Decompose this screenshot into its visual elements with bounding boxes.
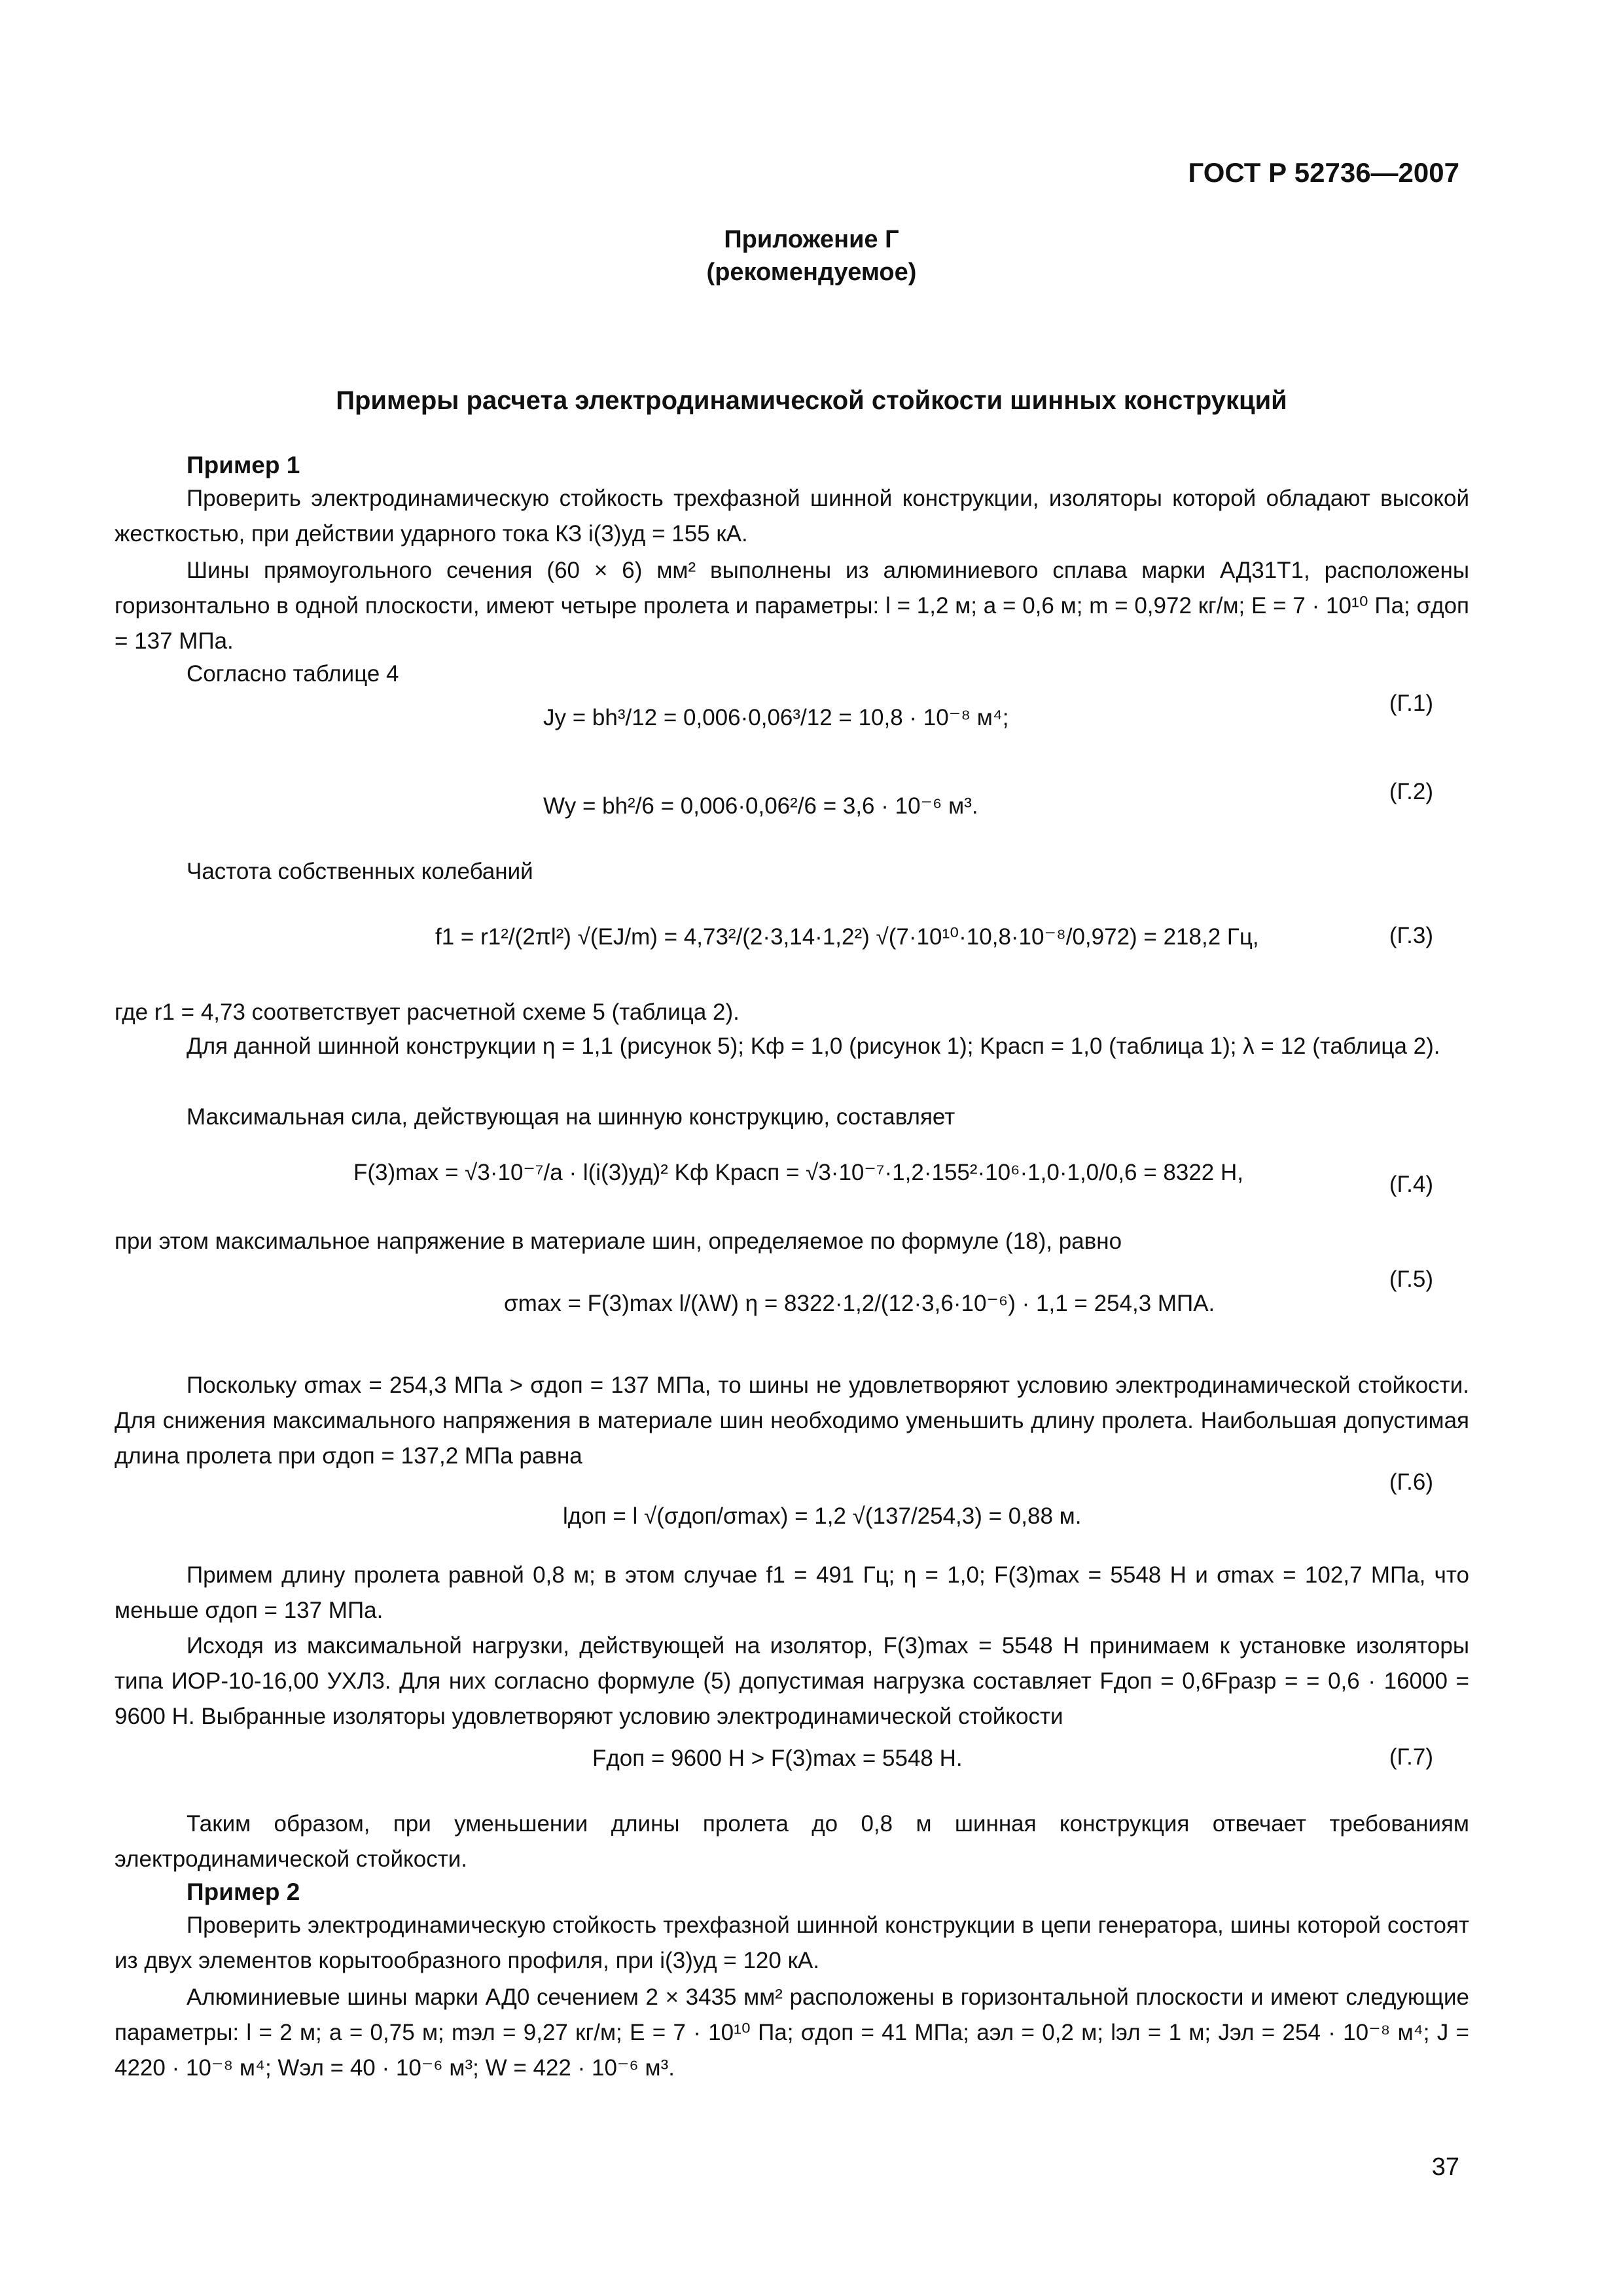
formula-g1-number: (Г.1) — [1389, 691, 1433, 716]
formula-g4-number: (Г.4) — [1389, 1172, 1433, 1197]
example1-paragraph-10: Примем длину пролета равной 0,8 м; в этом случае f1 = 491 Гц; η = 1,0; F(3)max = 5548 Н и σmax = 102,7 МПа, что меньше σдоп = 137 МПа. — [115, 1562, 1469, 1623]
formula-g5: σmax = F(3)max l/(λW) η = 8322·1,2/(12·3,6·10⁻⁶) · 1,1 = 254,3 МПА. — [504, 1291, 1215, 1316]
example1-paragraph-9: Поскольку σmax = 254,3 МПа > σдоп = 137 МПа, то шины не удовлетворяют условию электродинамической стойкости. Для снижения максимального напряжения в материале шин необходимо уменьшить длину пролета. Наибольшая допустимая длина пролета при σдоп = 137,2 МПа равна — [115, 1372, 1469, 1469]
example1-paragraph-1: Проверить электродинамическую стойкость трехфазной шинной конструкции, изоляторы которой обладают высокой жесткостью, при действии ударного тока КЗ i(3)уд = 155 кА. — [115, 486, 1469, 547]
formula-g2-number: (Г.2) — [1389, 779, 1433, 804]
formula-g2: Wy = bh²/6 = 0,006·0,06²/6 = 3,6 · 10⁻⁶ м³. — [543, 793, 978, 819]
example2-paragraph-2: Алюминиевые шины марки АД0 сечением 2 × 3435 мм² расположены в горизонтальной плоскости и имеют следующие параметры: l = 2 м; a = 0,75 м; mэл = 9,27 кг/м; E = 7 · 10¹⁰ Па; σдоп = 41 МПа; aэл = 0,2 м; lэл = 1 м; Jэл = 254 · 10⁻⁸ м⁴; J = 4220 · 10⁻⁸ м⁴; Wэл = 40 · 10⁻⁶ м³; W = 422 · 10⁻⁶ м³. — [115, 1984, 1469, 2081]
example1-paragraph-5: где r1 = 4,73 соответствует расчетной схеме 5 (таблица 2). — [115, 999, 740, 1025]
formula-g5-number: (Г.5) — [1389, 1266, 1433, 1292]
page-number: 37 — [1431, 2153, 1459, 2181]
example1-paragraph-6: Для данной шинной конструкции η = 1,1 (рисунок 5); Kф = 1,0 (рисунок 1); Kрасп = 1,0 (таблица 1); λ = 12 (таблица 2). — [187, 1033, 1440, 1059]
example1-paragraph-8: при этом максимальное напряжение в материале шин, определяемое по формуле (18), равно — [115, 1229, 1122, 1254]
example1-paragraph-3: Согласно таблице 4 — [187, 661, 399, 687]
example1-paragraph-12: Таким образом, при уменьшении длины пролета до 0,8 м шинная конструкция отвечает требованиям электродинамической стойкости. — [115, 1811, 1469, 1872]
example1-paragraph-4: Частота собственных колебаний — [187, 859, 533, 884]
standard-header: ГОСТ Р 52736—2007 — [1188, 157, 1459, 188]
page-title: Примеры расчета электродинамической стойкости шинных конструкций — [336, 386, 1287, 415]
example1-paragraph-11: Исходя из максимальной нагрузки, действующей на изолятор, F(3)max = 5548 Н принимаем к установке изоляторы типа ИОР-10-16,00 УХЛ3. Для них согласно формуле (5) допустимая нагрузка составляет Fдоп = 0,6Fразр = = 0,6 · 16000 = 9600 Н. Выбранные изоляторы удовлетворяют условию электродинамической стойкости — [115, 1633, 1469, 1729]
formula-g6-number: (Г.6) — [1389, 1469, 1433, 1495]
example2-heading: Пример 2 — [187, 1878, 300, 1905]
formula-g7-number: (Г.7) — [1389, 1744, 1433, 1770]
formula-g1: Jy = bh³/12 = 0,006·0,06³/12 = 10,8 · 10⁻⁸ м⁴; — [543, 705, 1009, 730]
formula-g6: lдоп = l √(σдоп/σmax) = 1,2 √(137/254,3) = 0,88 м. — [563, 1503, 1082, 1529]
appendix-status: (рекомендуемое) — [706, 259, 917, 286]
example1-paragraph-2: Шины прямоугольного сечения (60 × 6) мм² выполнены из алюминиевого сплава марки АД31Т1, расположены горизонтально в одной плоскости, имеют четыре пролета и параметры: l = 1,2 м; a = 0,6 м; m = 0,972 кг/м; E = 7 · 10¹⁰ Па; σдоп = 137 МПа. — [115, 558, 1469, 654]
example2-paragraph-1: Проверить электродинамическую стойкость трехфазной шинной конструкции в цепи генератора, шины которой состоят из двух элементов корытообразного профиля, при i(3)уд = 120 кА. — [115, 1912, 1469, 1973]
formula-g3: f1 = r1²/(2πl²) √(EJ/m) = 4,73²/(2·3,14·1,2²) √(7·10¹⁰·10,8·10⁻⁸/0,972) = 218,2 Гц, — [435, 924, 1259, 950]
formula-g7: Fдоп = 9600 Н > F(3)max = 5548 Н. — [592, 1746, 963, 1771]
appendix-label: Приложение Г — [724, 226, 899, 253]
formula-g4: F(3)max = √3·10⁻⁷/a · l(i(3)уд)² Kф Kрасп = √3·10⁻⁷·1,2·155²·10⁶·1,0·1,0/0,6 = 8322 Н, — [353, 1160, 1243, 1185]
example1-paragraph-7: Максимальная сила, действующая на шинную конструкцию, составляет — [187, 1104, 955, 1130]
formula-g3-number: (Г.3) — [1389, 923, 1433, 948]
example1-heading: Пример 1 — [187, 452, 300, 478]
